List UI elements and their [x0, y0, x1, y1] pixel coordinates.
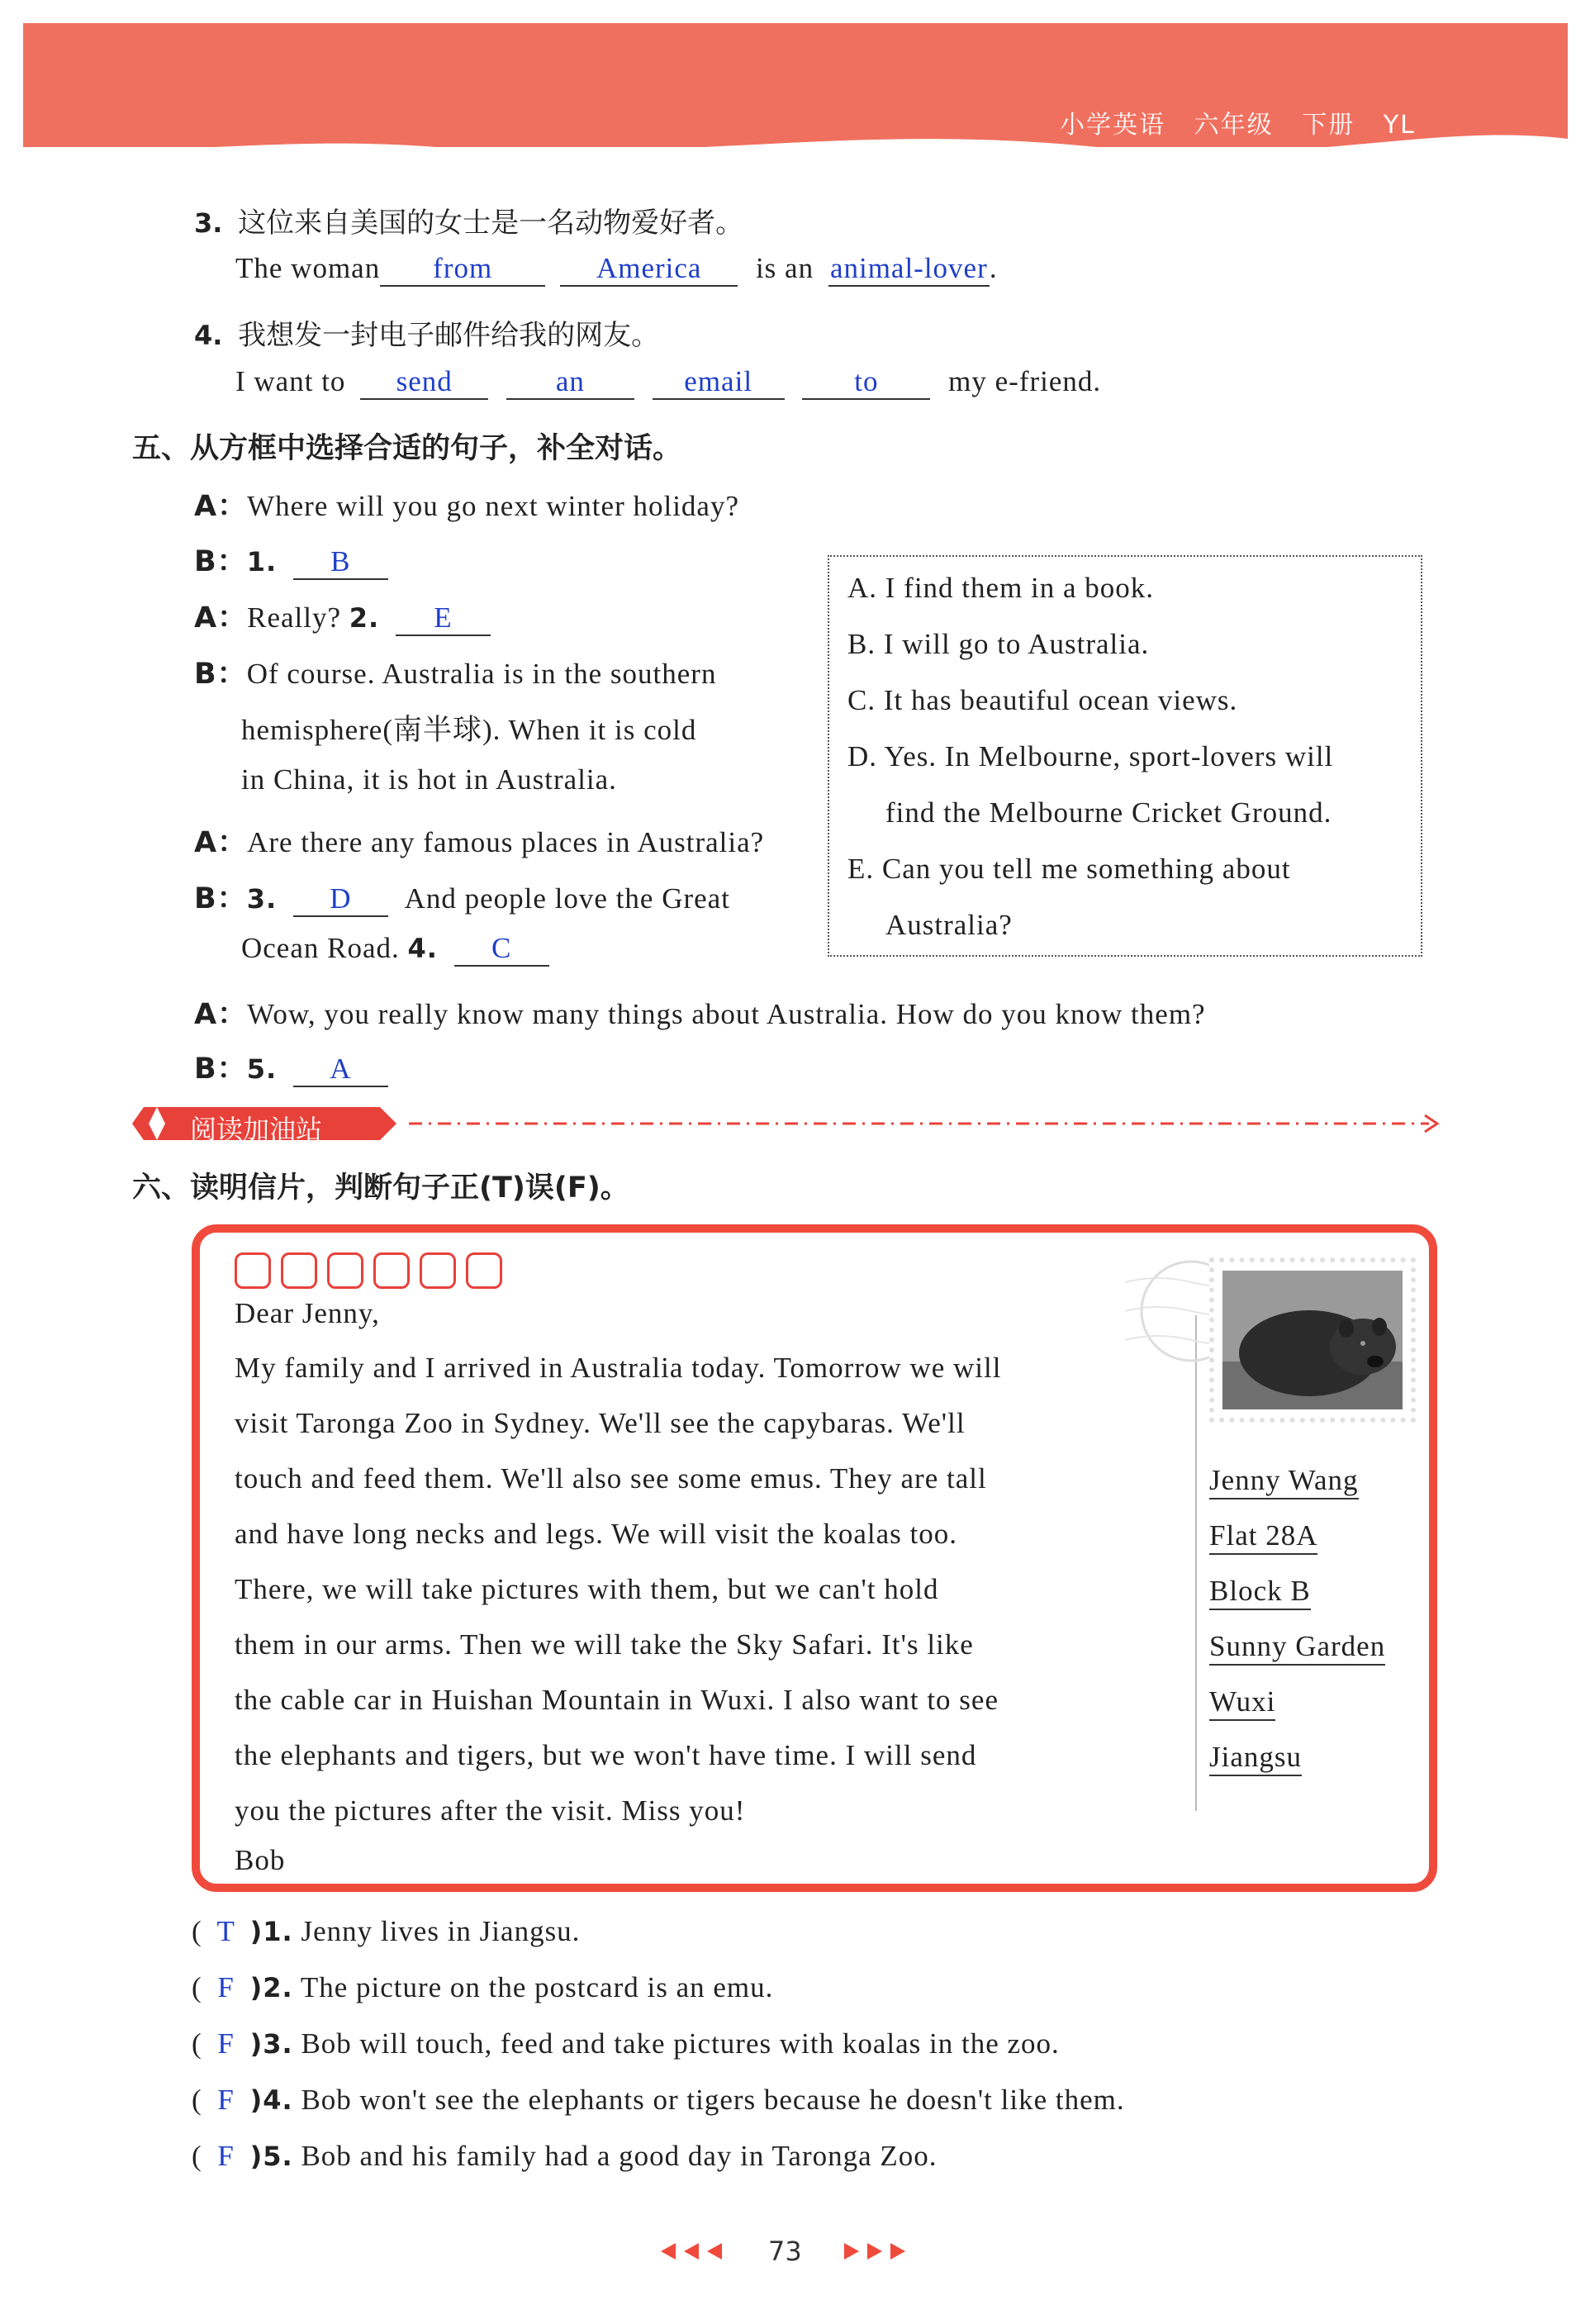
- blank-number: 4.: [407, 933, 438, 964]
- address-block-line: Block B: [1209, 1575, 1311, 1610]
- next-arrows-icon[interactable]: [834, 2239, 917, 2264]
- body-line: and have long necks and legs. We will visit the koalas too.: [235, 1518, 957, 1550]
- tf-number: )4.: [249, 2084, 293, 2116]
- speaker-b: B：: [194, 1053, 247, 1086]
- tf-answer[interactable]: F: [217, 1971, 235, 2003]
- dialog-blank-1[interactable]: B: [293, 545, 388, 580]
- tf-number: )2.: [249, 1972, 293, 2003]
- postcode-box: [466, 1252, 502, 1289]
- body-line: the elephants and tigers, but we won't have time. I will send: [235, 1739, 977, 1771]
- page-number: 73: [768, 2236, 802, 2267]
- dialog-line-6b: [241, 932, 549, 967]
- address-flat: Flat 28A: [1209, 1519, 1317, 1555]
- option-d: D. Yes. In Melbourne, sport-lovers will: [847, 740, 1334, 772]
- body-line: My family and I arrived in Australia today. Tomorrow we will: [235, 1352, 1002, 1384]
- speaker-a: A：: [194, 826, 248, 859]
- reading-banner: [132, 1102, 1445, 1145]
- dialog-line-4c: in China, it is hot in Australia.: [241, 763, 617, 796]
- dialog-blank-5[interactable]: A: [293, 1053, 388, 1087]
- dialog-line-4: [194, 651, 716, 692]
- stamp: [1209, 1257, 1416, 1423]
- tf-question: ( F )4. Bob won't see the elephants or tigers because he doesn't like them.: [192, 2084, 1125, 2116]
- q4-end: my e-friend.: [948, 365, 1102, 397]
- reading-banner-label: 阅读加油站: [190, 1114, 323, 1145]
- address-garden: Sunny Garden: [1209, 1630, 1385, 1666]
- breadcrumb: [1060, 104, 1416, 140]
- tf-questions: [192, 1915, 1125, 2196]
- body-line: you the pictures after the visit. Miss you!: [235, 1794, 746, 1827]
- breadcrumb-subject: 小学英语: [1060, 111, 1165, 140]
- address-block: [1209, 1464, 1385, 1796]
- body-line: the cable car in Huishan Mountain in Wuxi. I also want to see: [235, 1684, 999, 1716]
- dialog-line-7: [194, 991, 1206, 1033]
- dialog-text: Wow, you really know many things about Australia. How do you know them?: [247, 998, 1206, 1030]
- dialog-blank-4[interactable]: C: [454, 932, 549, 967]
- tf-answer[interactable]: F: [217, 2140, 235, 2172]
- address-province: Jiangsu: [1209, 1741, 1302, 1776]
- dialog-blank-2[interactable]: E: [396, 601, 491, 636]
- prev-arrows-icon[interactable]: [653, 2239, 735, 2264]
- postcard-body: [235, 1352, 1201, 1850]
- q4-prefix: I want to: [235, 365, 346, 397]
- tf-text: The picture on the postcard is an emu.: [300, 1971, 774, 2003]
- q4-number: 4.: [194, 320, 223, 351]
- body-line: touch and feed them. We'll also see some emus. They are tall: [235, 1462, 987, 1495]
- tf-question: ( F )3. Bob will touch, feed and take pictures with koalas in the zoo.: [192, 2027, 1060, 2060]
- option-d-cont: find the Melbourne Cricket Ground.: [885, 796, 1332, 829]
- q4-blank-2[interactable]: an: [506, 365, 634, 400]
- banner-shape: [132, 1102, 1445, 1145]
- postcode-boxes: [235, 1252, 502, 1293]
- postcard-divider: [1195, 1315, 1197, 1811]
- tf-text: Bob won't see the elephants or tigers because he doesn't like them.: [301, 2084, 1125, 2116]
- dialog-text: Where will you go next winter holiday?: [247, 490, 739, 522]
- footer: [653, 2231, 933, 2272]
- address-line-wrap: [1209, 1741, 1385, 1796]
- postcode-box: [420, 1252, 456, 1289]
- q4-blank-1[interactable]: send: [360, 365, 488, 400]
- sec5-title: 五、从方框中选择合适的句子，补全对话。: [132, 432, 682, 465]
- speaker-b: B：: [194, 658, 247, 691]
- tf-number: )3.: [249, 2028, 293, 2060]
- dialog-line-4b: hemisphere(南半球). When it is cold: [241, 714, 697, 746]
- body-line: visit Taronga Zoo in Sydney. We'll see the capybaras. We'll: [235, 1407, 966, 1439]
- dialog-text: Of course. Australia is in the southern: [246, 658, 717, 690]
- dialog-text: Are there any famous places in Australia?: [247, 826, 765, 858]
- dialog-line-2: [194, 539, 388, 580]
- options-box: [828, 555, 1422, 957]
- tf-answer[interactable]: T: [216, 1915, 235, 1947]
- dialog-line-3: [194, 595, 491, 636]
- blank-number: 2.: [349, 602, 380, 634]
- blank-number: 3.: [246, 883, 278, 915]
- tf-number: )5.: [249, 2141, 293, 2172]
- option-e-cont: Australia?: [885, 909, 1013, 941]
- breadcrumb-grade: 六年级: [1194, 111, 1274, 140]
- tf-text: Jenny lives in Jiangsu.: [301, 1915, 581, 1947]
- q3-blank-3[interactable]: animal-lover: [828, 252, 990, 287]
- speaker-a: A：: [194, 490, 248, 523]
- q3-chinese: [194, 200, 743, 240]
- speaker-b: B：: [194, 882, 247, 915]
- q3-prefix: The woman: [235, 252, 381, 284]
- tf-question: ( T )1. Jenny lives in Jiangsu.: [192, 1915, 581, 1947]
- address-line-wrap: [1209, 1575, 1385, 1630]
- q3-english: [235, 252, 998, 287]
- dialog-line-5: [194, 820, 764, 861]
- address-line-wrap: [1209, 1519, 1385, 1575]
- dialog-text: Really?: [247, 601, 341, 634]
- address-name: Jenny Wang: [1209, 1464, 1359, 1499]
- tf-text: Bob and his family had a good day in Taronga Zoo.: [301, 2140, 938, 2172]
- dialog-text: Ocean Road.: [241, 932, 400, 964]
- body-line: There, we will take pictures with them, but we can't hold: [235, 1573, 939, 1605]
- dialog-text: And people love the Great: [404, 882, 730, 915]
- speaker-a: A：: [194, 601, 248, 634]
- header-banner: [23, 23, 1568, 147]
- q4-chinese: [194, 312, 659, 353]
- breadcrumb-volume: 下册: [1302, 111, 1355, 140]
- tf-number: )1.: [249, 1916, 293, 1947]
- blank-number: 5.: [246, 1053, 278, 1085]
- q3-blank-2[interactable]: America: [560, 252, 738, 287]
- postcode-box: [235, 1252, 271, 1289]
- address-city: Wuxi: [1209, 1685, 1275, 1721]
- address-line-wrap: [1209, 1464, 1385, 1519]
- wombat-photo: [1222, 1271, 1403, 1409]
- option-b: B. I will go to Australia.: [847, 628, 1150, 660]
- postcard-signature: Bob: [235, 1844, 286, 1876]
- dialog-blank-3[interactable]: D: [293, 882, 388, 917]
- address-line-wrap: [1209, 1630, 1385, 1685]
- q4-blank-4[interactable]: to: [802, 365, 930, 400]
- dialog-line-8: [194, 1046, 388, 1087]
- q4-chinese-text: 我想发一封电子邮件给我的网友。: [238, 319, 660, 352]
- tf-answer[interactable]: F: [217, 2084, 235, 2116]
- postcode-box: [281, 1252, 317, 1289]
- blank-number: 1.: [246, 546, 278, 577]
- address-line-wrap: [1209, 1685, 1385, 1741]
- tf-question: ( F )5. Bob and his family had a good day in Taronga Zoo.: [192, 2140, 938, 2172]
- body-line: them in our arms. Then we will take the Sky Safari. It's like: [235, 1628, 974, 1661]
- option-e: E. Can you tell me something about: [847, 853, 1291, 885]
- postcode-box: [327, 1252, 363, 1289]
- breadcrumb-edition: YL: [1383, 111, 1416, 140]
- dialog-line-1: [194, 483, 739, 525]
- speaker-b: B：: [194, 545, 247, 578]
- speaker-a: A：: [194, 998, 248, 1031]
- postcard: [192, 1224, 1437, 1892]
- postcode-box: [373, 1252, 410, 1289]
- q4-blank-3[interactable]: email: [653, 365, 785, 400]
- tf-answer[interactable]: F: [217, 2027, 235, 2060]
- q3-blank-1[interactable]: from: [380, 252, 545, 287]
- sec6-title: 六、读明信片，判断句子正(T)误(F)。: [132, 1172, 629, 1205]
- dialog-line-6: [194, 876, 730, 917]
- tf-question: ( F )2. The picture on the postcard is an emu.: [192, 1971, 774, 2003]
- q3-mid: is an: [755, 252, 814, 284]
- q4-english: [235, 365, 1101, 400]
- q3-chinese-text: 这位来自美国的女士是一名动物爱好者。: [238, 207, 744, 240]
- q3-end: .: [989, 252, 998, 284]
- option-a: A. I find them in a book.: [847, 572, 1155, 604]
- q3-number: 3.: [194, 207, 223, 239]
- tf-text: Bob will touch, feed and take pictures with koalas in the zoo.: [301, 2027, 1060, 2060]
- option-c: C. It has beautiful ocean views.: [847, 684, 1238, 716]
- postcard-greeting: Dear Jenny,: [235, 1297, 380, 1329]
